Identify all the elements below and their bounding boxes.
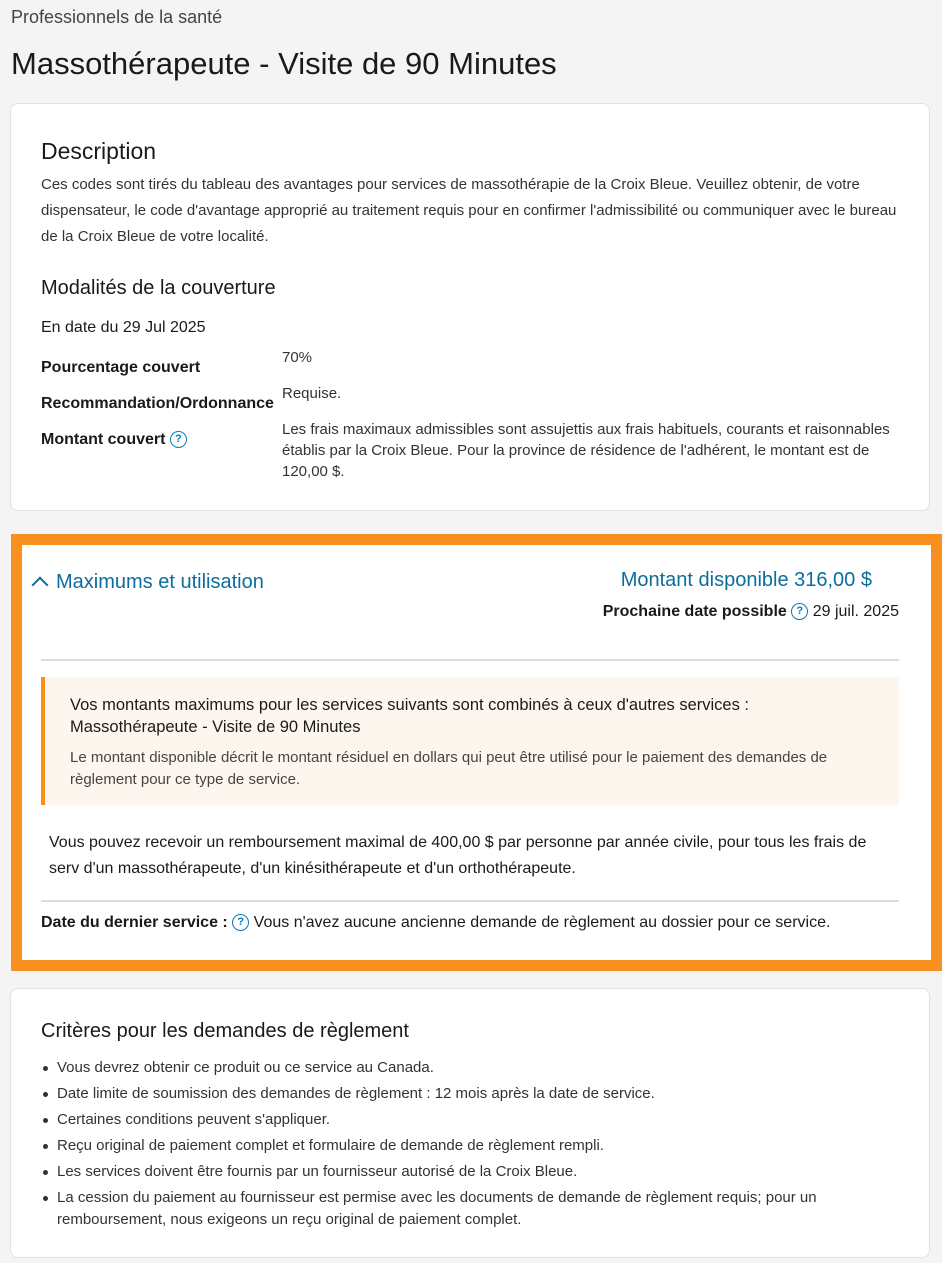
coverage-percent-label: Pourcentage couvert (41, 359, 201, 376)
usage-accordion-toggle[interactable] (30, 570, 264, 594)
next-possible-date (603, 602, 899, 622)
coverage-as-of-date: En date du 29 Jul 2025 (41, 319, 206, 336)
coverage-percent-value: 70% (282, 349, 313, 366)
coverage-amount-label: Montant couvert (41, 431, 166, 448)
criteria-list (41, 1057, 901, 1235)
notice-subtext: Le montant disponible décrit le montant résiduel en dollars qui peut être utilisé pour le paiement des demandes de règlement pour ce type de service. (70, 749, 828, 788)
last-service-row (41, 912, 830, 934)
description-text: Ces codes sont tirés du tableau des avantages pour services de massothérapie de la Croix Bleue. Veuillez obtenir, de votre dispensateur, le code d'avantage approprié au traitement requis pour en confirmer l'admissibilité ou communiquer avec le bureau de la Croix Bleue de votre localité. (41, 176, 897, 245)
next-date-value: 29 juil. 2025 (812, 603, 899, 620)
breadcrumb[interactable]: Professionnels de la santé (11, 7, 223, 27)
notice-title: Vos montants maximums pour les services suivants sont combinés à ceux d'autres services : Massothérapeute - Visite de 90 Minutes (70, 696, 750, 736)
description-card (10, 103, 930, 511)
last-service-label: Date du dernier service : (41, 914, 228, 931)
coverage-referral-label: Recommandation/Ordonnance (41, 395, 274, 412)
last-service-value: Vous n'avez aucune ancienne demande de règlement au dossier pour ce service. (253, 914, 831, 931)
available-amount: Montant disponible 316,00 $ (620, 569, 872, 591)
list-item: Certaines conditions peuvent s'appliquer. (41, 1109, 901, 1131)
coverage-amount-label-row (41, 430, 187, 450)
coverage-referral-value: Requise. (282, 385, 342, 402)
coverage-heading: Modalités de la couverture (41, 277, 276, 299)
question-circle-icon[interactable]: ? (170, 431, 187, 448)
next-date-label: Prochaine date possible (602, 603, 787, 620)
page-title: Massothérapeute - Visite de 90 Minutes (11, 46, 557, 81)
question-circle-icon[interactable]: ? (791, 603, 808, 620)
list-item: Date limite de soumission des demandes de règlement : 12 mois après la date de service. (41, 1083, 901, 1105)
chevron-up-icon (32, 577, 49, 594)
list-item: Vous devrez obtenir ce produit ou ce service au Canada. (41, 1057, 901, 1079)
coverage-amount-value: Les frais maximaux admissibles sont assujettis aux frais habituels, courants et raisonnables établis par la Croix Bleue. Pour la province de résidence de l'adhérent, le montant est de 120,00 $. (282, 421, 890, 480)
combined-maximums-notice (41, 677, 899, 805)
usage-accordion-title: Maximums et utilisation (56, 571, 264, 593)
list-item: Reçu original de paiement complet et formulaire de demande de règlement rempli. (41, 1135, 901, 1157)
claim-criteria-card (10, 988, 930, 1258)
description-heading: Description (41, 138, 157, 164)
list-item: La cession du paiement au fournisseur est permise avec les documents de demande de règlement requis; pour un remboursement, nous exigeons un reçu original de paiement complet. (41, 1187, 901, 1231)
maximum-reimbursement-info: Vous pouvez recevoir un remboursement maximal de 400,00 $ par personne par année civile, pour tous les frais de serv d'un massothérapeute, d'un kinésithérapeute et d'un orthothérapeute. (49, 834, 867, 877)
question-circle-icon[interactable]: ? (232, 914, 249, 931)
criteria-heading: Critères pour les demandes de règlement (41, 1020, 409, 1042)
divider (41, 659, 899, 661)
divider (41, 900, 899, 902)
list-item: Les services doivent être fournis par un fournisseur autorisé de la Croix Bleue. (41, 1161, 901, 1183)
